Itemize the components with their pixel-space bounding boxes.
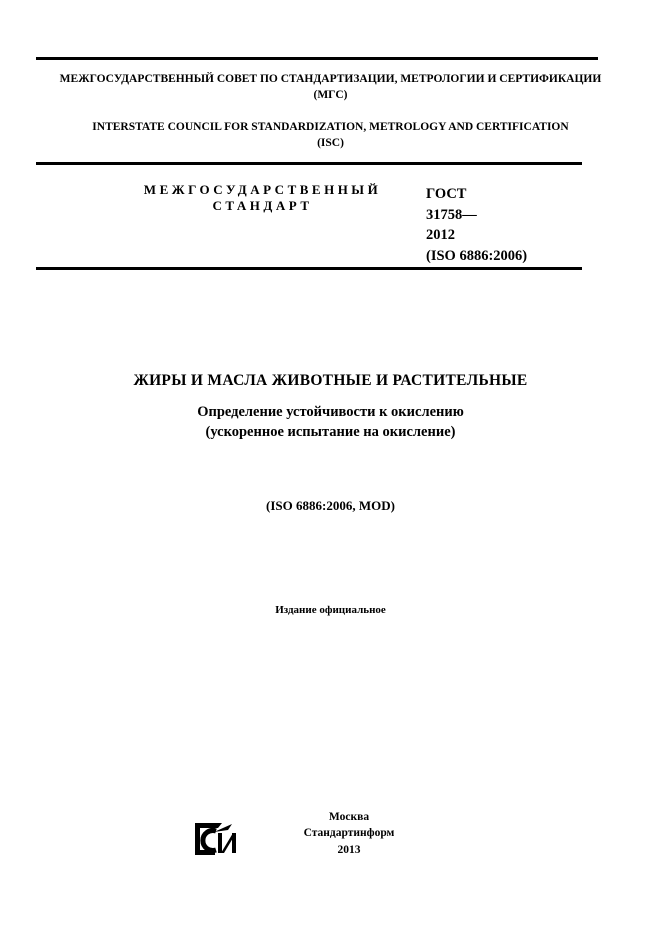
- gost-number: 31758—: [426, 206, 477, 223]
- standard-type-label: [120, 182, 405, 215]
- council-name-ru-line1: МЕЖГОСУДАРСТВЕННЫЙ СОВЕТ ПО СТАНДАРТИЗАЦИИ, МЕТРОЛОГИИ И СЕРТИФИКАЦИИ: [59, 73, 602, 85]
- iso-reference: (ISO 6886:2006, MOD): [266, 498, 395, 513]
- council-abbr-ru: (МГС): [313, 88, 348, 101]
- standartinform-logo-icon: [192, 820, 242, 858]
- publication-year: 2013: [337, 843, 361, 856]
- document-subtitle: [0, 402, 661, 443]
- standard-type-line2: СТАНДАРТ: [212, 198, 313, 214]
- council-name-en: [0, 120, 661, 151]
- gost-identifier: [426, 184, 527, 266]
- lower-rule: [36, 267, 582, 270]
- publisher-block: [280, 809, 418, 858]
- council-name-ru: [0, 72, 661, 103]
- middle-rule: [36, 162, 582, 165]
- council-abbr-en: (ISC): [317, 136, 344, 149]
- gost-prefix: ГОСТ: [426, 186, 467, 202]
- document-subtitle-line1: Определение устойчивости к окислению: [197, 404, 464, 420]
- top-rule: [36, 57, 598, 60]
- council-name-en-line1: INTERSTATE COUNCIL FOR STANDARDIZATION, METROLOGY AND CERTIFICATION: [92, 121, 569, 133]
- standard-type-line1: МЕЖГОСУДАРСТВЕННЫЙ: [143, 182, 382, 197]
- gost-year: 2012: [426, 227, 455, 244]
- document-subtitle-line2: (ускоренное испытание на окисление): [205, 424, 456, 441]
- document-title: ЖИРЫ И МАСЛА ЖИВОТНЫЕ И РАСТИТЕЛЬНЫЕ: [133, 372, 528, 389]
- publisher-name: Стандартинформ: [303, 827, 395, 840]
- gost-iso-equivalent: (ISO 6886:2006): [426, 247, 528, 264]
- edition-note: Издание официальное: [275, 604, 386, 616]
- publisher-city: Москва: [328, 811, 370, 823]
